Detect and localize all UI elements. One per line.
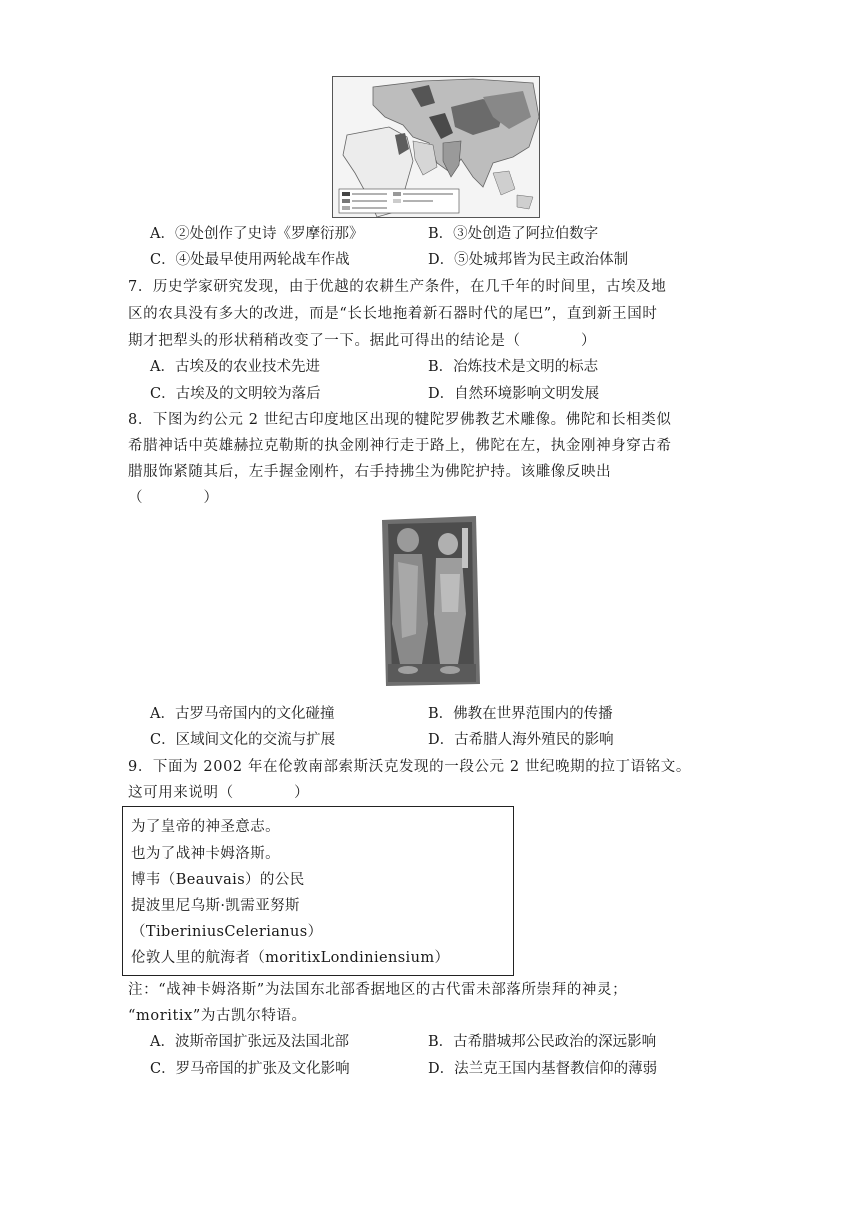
q7-option-a[interactable]: A．古埃及的农业技术先进 bbox=[150, 359, 320, 375]
q9-option-b[interactable]: B．古希腊城邦公民政治的深远影响 bbox=[428, 1034, 657, 1050]
q7-stem-line-3: 期才把犁头的形状稍稍改变了一下。据此可得出的结论是（ ） bbox=[128, 333, 597, 349]
q8-option-d[interactable]: D．古希腊人海外殖民的影响 bbox=[428, 732, 614, 748]
q9-note-line-1: 注：“战神卡姆洛斯”为法国东北部香据地区的古代雷未部落所崇拜的神灵； bbox=[128, 982, 628, 998]
inscription-line-1: 为了皇帝的神圣意志。 bbox=[131, 819, 280, 835]
q8-stem-line-4: （ ） bbox=[128, 490, 219, 506]
q9-option-c[interactable]: C．罗马帝国的扩张及文化影响 bbox=[150, 1061, 350, 1077]
q9-option-a[interactable]: A．波斯帝国扩张远及法国北部 bbox=[150, 1034, 349, 1050]
inscription-line-2: 也为了战神卡姆洛斯。 bbox=[131, 846, 280, 862]
map-graphic bbox=[333, 77, 539, 217]
q8-option-a[interactable]: A．古罗马帝国内的文化碰撞 bbox=[150, 706, 335, 722]
q7-stem-line-1: 7．历史学家研究发现，由于优越的农耕生产条件，在几千年的时间里，古埃及地 bbox=[128, 279, 667, 295]
inscription-line-6: 伦敦人里的航海者（moritixLondiniensium） bbox=[131, 950, 450, 966]
q7-stem-line-2: 区的农具没有多大的改进，而是“长长地拖着新石器时代的尾巴”，直到新王国时 bbox=[128, 306, 658, 322]
q6-option-c[interactable]: C．④处最早使用两轮战车作战 bbox=[150, 252, 350, 268]
q6-option-a[interactable]: A．②处创作了史诗《罗摩衍那》 bbox=[150, 226, 364, 242]
civilization-map bbox=[332, 76, 540, 218]
q9-option-d[interactable]: D．法兰克王国内基督教信仰的薄弱 bbox=[428, 1061, 658, 1077]
q7-option-d[interactable]: D．自然环境影响文明发展 bbox=[428, 386, 600, 402]
q6-option-d[interactable]: D．⑤处城邦皆为民主政治体制 bbox=[428, 252, 629, 268]
inscription-line-4: 提波里尼乌斯·凯需亚努斯 bbox=[131, 898, 300, 914]
q9-stem-line-2: 这可用来说明（ ） bbox=[128, 785, 310, 801]
q7-option-c[interactable]: C．古埃及的文明较为落后 bbox=[150, 386, 321, 402]
inscription-line-5: （TiberiniusCelerianus） bbox=[131, 924, 323, 940]
relief-graphic bbox=[378, 514, 482, 688]
inscription-box bbox=[122, 806, 514, 976]
q7-option-b[interactable]: B．冶炼技术是文明的标志 bbox=[428, 359, 599, 375]
q8-stem-line-3: 腊服饰紧随其后，左手握金刚杵，右手持拂尘为佛陀护持。该雕像反映出 bbox=[128, 464, 612, 480]
q8-option-c[interactable]: C．区域间文化的交流与扩展 bbox=[150, 732, 336, 748]
inscription-line-3: 博韦（Beauvais）的公民 bbox=[131, 872, 305, 888]
q8-stem-line-2: 希腊神话中英雄赫拉克勒斯的执金刚神行走于路上，佛陀在左，执金刚神身穿古希 bbox=[128, 438, 672, 454]
q8-option-b[interactable]: B．佛教在世界范围内的传播 bbox=[428, 706, 613, 722]
q9-stem-line-1: 9．下面为 2002 年在伦敦南部索斯沃克发现的一段公元 2 世纪晚期的拉丁语铭文。 bbox=[128, 759, 691, 775]
q8-stem-line-1: 8．下图为约公元 2 世纪古印度地区出现的犍陀罗佛教艺术雕像。佛陀和长相类似 bbox=[128, 412, 672, 428]
q9-note-line-2: “moritix”为古凯尔特语。 bbox=[128, 1008, 307, 1024]
gandhara-relief-image bbox=[378, 514, 482, 688]
q6-option-b[interactable]: B．③处创造了阿拉伯数字 bbox=[428, 226, 599, 242]
